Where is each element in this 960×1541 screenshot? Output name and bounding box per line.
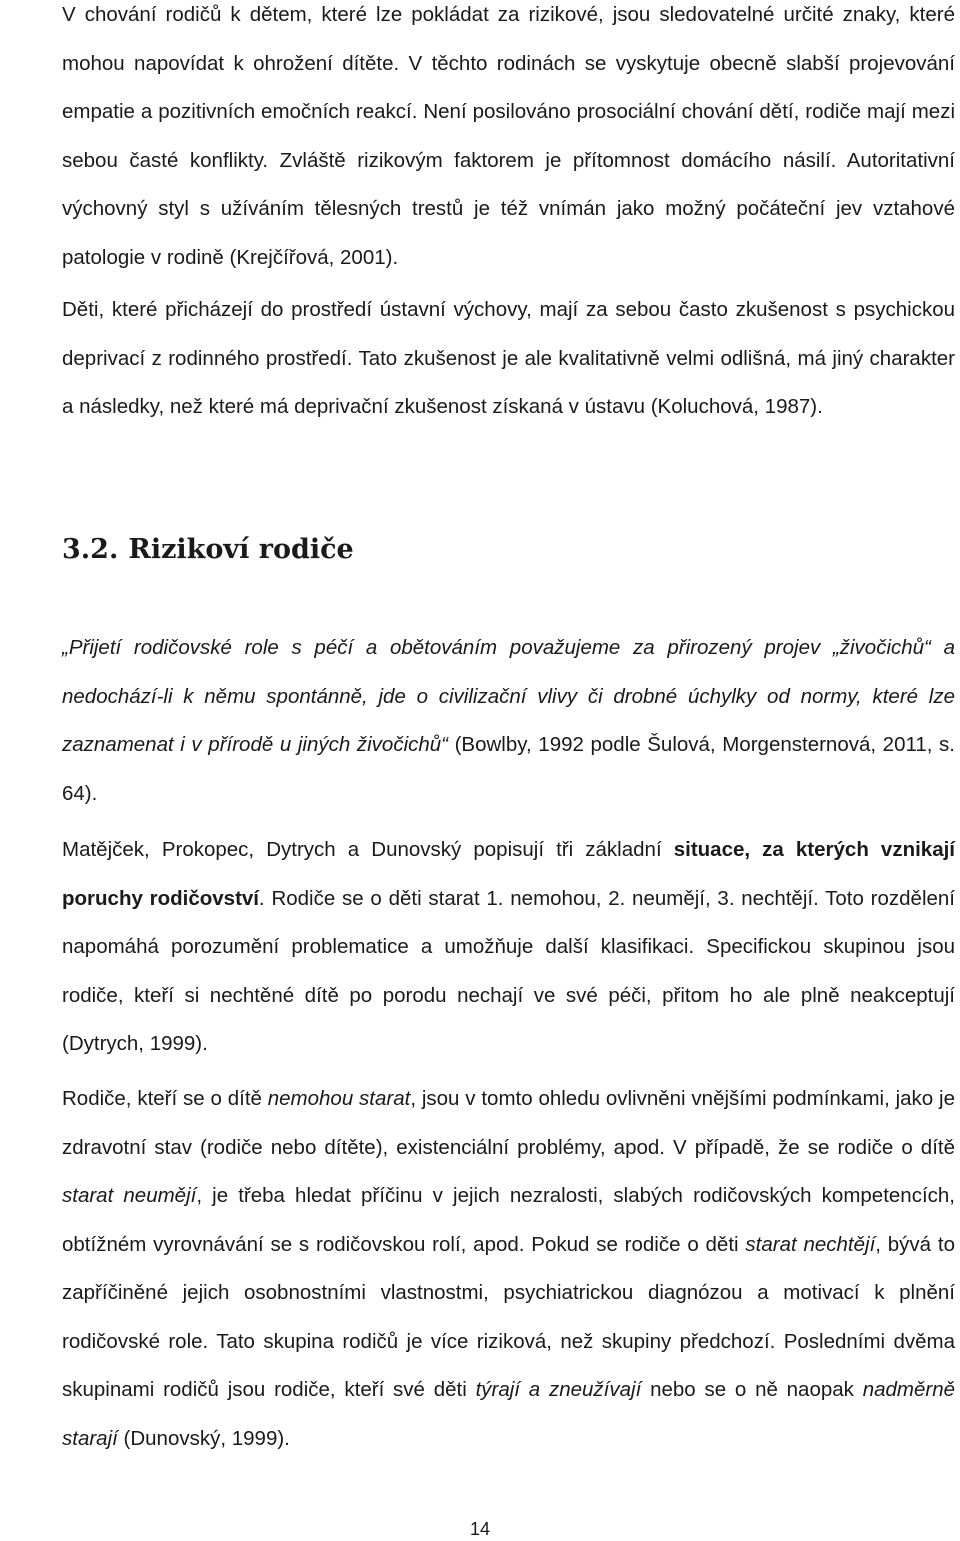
paragraph-institutional-care xyxy=(62,286,955,432)
paragraph-text: Děti, které přicházejí do prostředí ústavní výchovy, mají za sebou často zkušenost s psychickou deprivací z rodinného prostředí. Tato zkušenost je ale kvalitativně velmi odlišná, má jiný charakter a následky, než které má deprivační zkušenost získaná v ústavu (Koluchová, 1987). xyxy=(62,298,955,418)
paragraph-text: Matějček, Prokopec, Dytrych a Dunovský popisují tři základní xyxy=(62,838,674,861)
paragraph-text: nebo se o ně naopak xyxy=(641,1378,863,1401)
section-title: Rizikoví rodiče xyxy=(128,534,354,565)
quote-citation: (Bowlby, 1992 podle Šulová, Morgensternová, 2011, s. 64). xyxy=(62,733,955,805)
page-number: 14 xyxy=(469,1519,491,1539)
paragraph-bowlby-quote xyxy=(62,624,955,818)
section-heading xyxy=(62,526,354,574)
paragraph-text: Rodiče, kteří se o dítě xyxy=(62,1087,268,1110)
paragraph-parental-risk-signs xyxy=(62,0,955,282)
paragraph-parent-types xyxy=(62,1075,955,1463)
italic-phrase: nemohou starat xyxy=(267,1087,411,1110)
italic-phrase: starat nechtějí xyxy=(745,1232,876,1256)
paragraph-text: (Dunovský, 1999). xyxy=(117,1426,290,1450)
paragraph-text: , je třeba hledat příčinu v jejich nezralosti, slabých rodičovských kompetencích, obtížném vyrovnávání se s rodičovskou rolí, apod. Pokud se rodiče o děti xyxy=(62,1184,955,1256)
paragraph-text: . Rodiče se o děti starat 1. nemohou, 2. neumějí, 3. nechtějí. Toto rozdělení napomáhá porozumění problematice a umožňuje další klasifikaci. Specifickou skupinou jsou rodiče, kteří si nechtěné dítě po porodu nechají ve své péči, přitom ho ale plně neakceptují (Dytrych, 1999). xyxy=(62,886,955,1055)
italic-phrase: týrají a zneužívají xyxy=(475,1378,642,1401)
bold-phrase: situace, za kterých vznikají poruchy rodičovství xyxy=(62,838,955,910)
paragraph-parenting-disorders xyxy=(62,826,955,1069)
quote-text: „Přijetí rodičovské role s péčí a obětováním považujeme za přirozený projev „živočichů“ a nedochází-li k němu spontánně, jde o civilizační vlivy či drobné úchylky od normy, které lze zaznamenat i v přírodě u jiných živočichů“ xyxy=(62,636,955,756)
italic-phrase: nadměrně starají xyxy=(62,1378,956,1450)
paragraph-text: , jsou v tomto ohledu ovlivněni vnějšími podmínkami, jako je zdravotní stav (rodiče nebo dítěte), existenciální problémy, apod. V případě, že se rodiče o dítě xyxy=(62,1087,955,1159)
paragraph-text: V chování rodičů k dětem, které lze pokládat za rizikové, jsou sledovatelné určité znaky, které mohou napovídat k ohrožení dítěte. V těchto rodinách se vyskytuje obecně slabší projevování empatie a pozitivních emočních reakcí. Není posilováno prosociální chování dětí, rodiče mají mezi sebou časté konflikty. Zvláště rizikovým faktorem je přítomnost domácího násilí. Autoritativní výchovný styl s užíváním tělesných trestů je též vnímán jako možný počáteční jev vztahové patologie v rodině (Krejčířová, 2001). xyxy=(62,3,955,269)
section-number: 3.2. xyxy=(62,534,119,565)
italic-phrase: starat neumějí xyxy=(62,1184,197,1207)
paragraph-text: , bývá to zapříčiněné jejich osobnostními vlastnostmi, psychiatrickou diagnózou a motivací k plnění rodičovské role. Tato skupina rodičů je více riziková, než skupiny předchozí. Posledními dvěma skupinami rodičů jsou rodiče, kteří své děti xyxy=(62,1232,955,1401)
